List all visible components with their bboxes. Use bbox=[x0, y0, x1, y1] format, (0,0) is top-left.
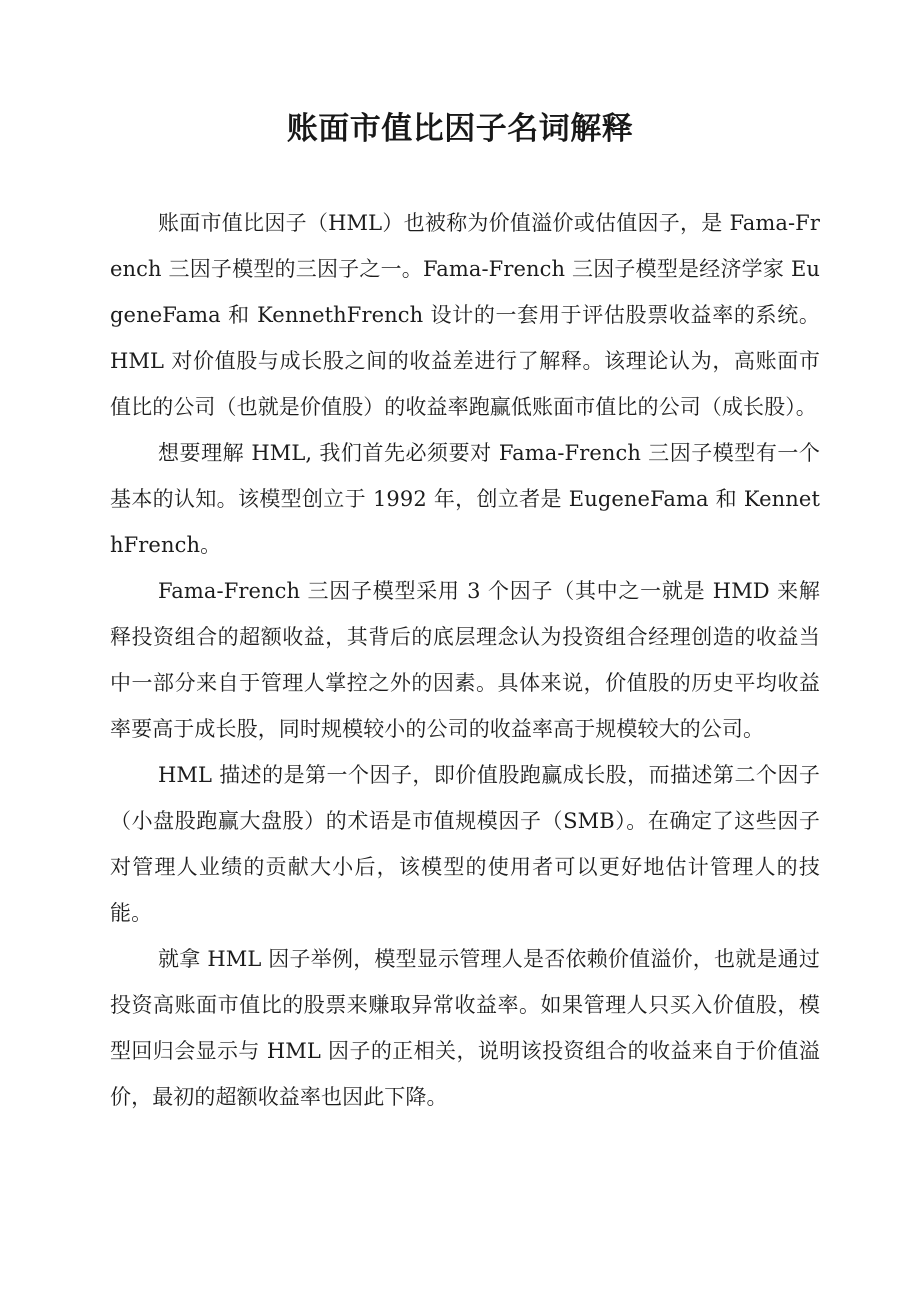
document-body bbox=[110, 200, 820, 1120]
page-title: 账面市值比因子名词解释 bbox=[286, 111, 634, 147]
body-paragraph-3: Fama-French 三因子模型采用 3 个因子（其中之一就是 HMD 来解释投资组合的超额收益，其背后的底层理念认为投资组合经理创造的收益当中一部分来自于管理人掌控之外的因素。具体来说，价值股的历史平均收益率要高于成长股，同时规模较小的公司的收益率高于规模较大的公司。 bbox=[110, 579, 820, 741]
body-paragraph-5: 就拿 HML 因子举例，模型显示管理人是否依赖价值溢价，也就是通过投资高账面市值比的股票来赚取异常收益率。如果管理人只买入价值股，模型回归会显示与 HML 因子的正相关，说明该投资组合的收益来自于价值溢价，最初的超额收益率也因此下降。 bbox=[110, 947, 820, 1109]
body-paragraph-1: 账面市值比因子（HML）也被称为价值溢价或估值因子，是 Fama-French 三因子模型的三因子之一。Fama-French 三因子模型是经济学家 EugeneFama 和 KennethFrench 设计的一套用于评估股票收益率的系统。HML 对价值股与成长股之间的收益差进行了解释。该理论认为，高账面市值比的公司（也就是价值股）的收益率跑赢低账面市值比的公司（成长股）。 bbox=[110, 211, 820, 419]
body-paragraph-2: 想要理解 HML, 我们首先必须要对 Fama-French 三因子模型有一个基本的认知。该模型创立于 1992 年，创立者是 EugeneFama 和 KennethFrench。 bbox=[110, 441, 820, 557]
body-paragraph-4: HML 描述的是第一个因子，即价值股跑赢成长股，而描述第二个因子（小盘股跑赢大盘股）的术语是市值规模因子（SMB）。在确定了这些因子对管理人业绩的贡献大小后，该模型的使用者可以更好地估计管理人的技能。 bbox=[110, 763, 820, 925]
